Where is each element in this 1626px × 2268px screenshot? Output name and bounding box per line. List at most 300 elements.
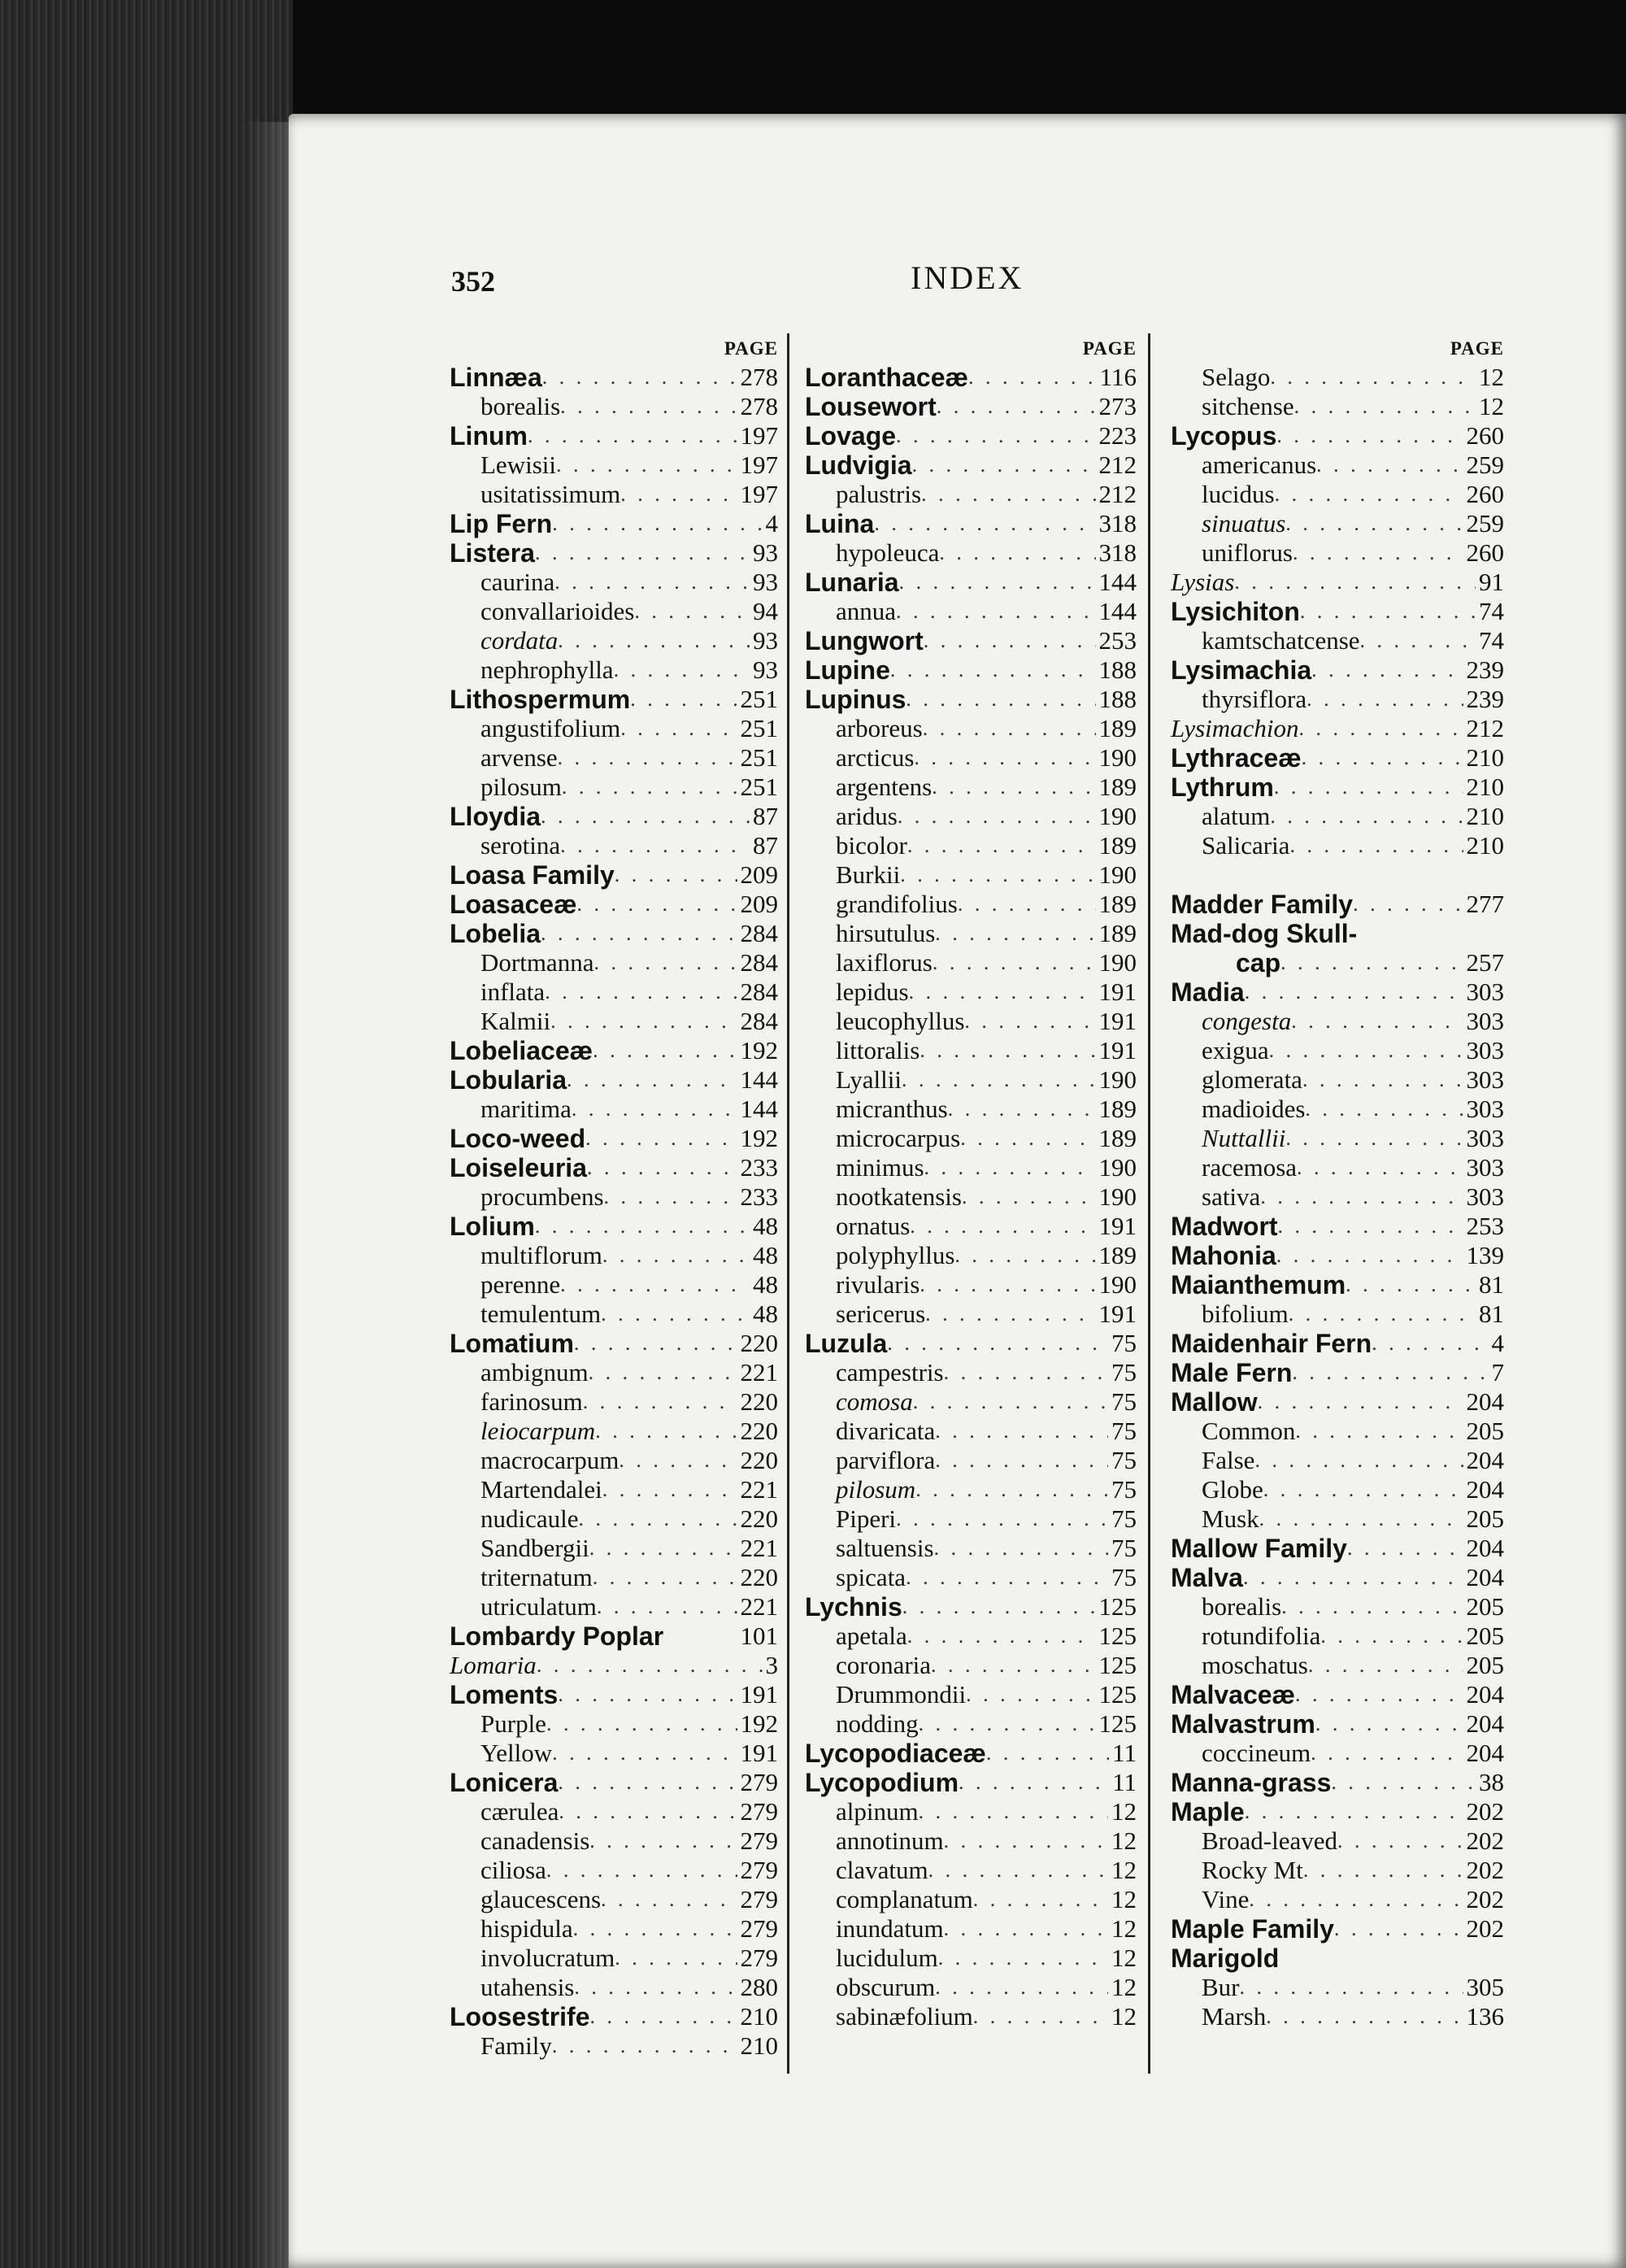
index-subentry	[805, 919, 1137, 948]
entry-page-number: 75	[1111, 1358, 1137, 1386]
dot-leader	[920, 1036, 1095, 1065]
entry-page-number: 125	[1098, 1622, 1137, 1650]
entry-term: pilosum	[836, 1475, 916, 1504]
entry-page-number: 259	[1466, 451, 1504, 479]
entry-page-number: 191	[1098, 977, 1137, 1006]
index-subentry	[1171, 1065, 1504, 1095]
dot-leader	[900, 860, 1095, 890]
entry-term: Lunaria	[805, 568, 899, 597]
dot-leader	[574, 1329, 737, 1358]
entry-term: procumbens	[480, 1182, 604, 1211]
dot-leader	[1258, 1387, 1463, 1417]
entry-page-number: 205	[1466, 1417, 1504, 1445]
dot-leader	[1300, 597, 1476, 626]
dot-leader	[537, 1651, 763, 1680]
entry-term: convallarioides	[480, 597, 635, 625]
entry-term: Listera	[450, 538, 535, 568]
index-subentry	[450, 1973, 778, 2002]
index-subentry	[805, 1182, 1137, 1212]
dot-leader	[545, 977, 737, 1007]
entry-page-number: 190	[1098, 1182, 1137, 1211]
entry-term: aridus	[836, 802, 898, 830]
dot-leader	[550, 1007, 737, 1036]
index-entry	[450, 1036, 778, 1065]
entry-term: Male Fern	[1171, 1358, 1293, 1387]
entry-term: Lychnis	[805, 1592, 902, 1622]
entry-term: Maple Family	[1171, 1914, 1334, 1944]
dot-leader	[920, 1270, 1095, 1299]
dot-leader	[1337, 1826, 1463, 1856]
dot-leader	[528, 421, 737, 451]
entry-term: Broad-leaved	[1202, 1826, 1337, 1855]
index-subentry	[450, 1885, 778, 1914]
entry-page-number: 220	[740, 1329, 778, 1357]
entry-term: Lobelia	[450, 919, 541, 948]
dot-leader	[944, 1358, 1108, 1387]
index-entry	[1171, 1709, 1504, 1739]
entry-page-number: 189	[1098, 773, 1137, 801]
entry-page-number: 221	[740, 1534, 778, 1562]
index-entry	[1171, 743, 1504, 773]
entry-term: americanus	[1202, 451, 1317, 479]
dot-leader	[556, 451, 737, 480]
entry-term: Lloydia	[450, 802, 541, 831]
index-subentry	[805, 1358, 1137, 1387]
entry-page-number: 4	[765, 509, 778, 538]
entry-term: Malva	[1171, 1563, 1243, 1592]
entry-page-number: 279	[740, 1797, 778, 1826]
entry-term: arvense	[480, 743, 558, 772]
dot-leader	[1347, 1534, 1463, 1563]
entry-page-number: 205	[1466, 1592, 1504, 1621]
entry-term: sativa	[1202, 1182, 1261, 1211]
index-subentry	[805, 1622, 1137, 1651]
dot-leader	[986, 1739, 1109, 1768]
entry-term: thyrsiflora	[1202, 685, 1307, 713]
entry-term: Luzula	[805, 1329, 888, 1358]
entry-page-number: 48	[753, 1299, 778, 1328]
index-subentry	[450, 1475, 778, 1504]
entry-page-number: 279	[740, 1856, 778, 1884]
dot-leader	[923, 714, 1096, 743]
index-entry	[1171, 597, 1504, 626]
index-entry	[1171, 890, 1504, 919]
index-subentry	[450, 1417, 778, 1446]
entry-page-number: 303	[1466, 1124, 1504, 1152]
entry-term: nootkatensis	[836, 1182, 962, 1211]
index-entry	[805, 1329, 1137, 1358]
dot-leader	[1291, 1007, 1463, 1036]
index-subentry	[450, 626, 778, 655]
entry-term: laxiflorus	[836, 948, 933, 977]
entry-term: Lovage	[805, 421, 897, 451]
entry-term: sericerus	[836, 1299, 926, 1328]
entry-page-number: 188	[1098, 655, 1137, 684]
entry-term: Luina	[805, 509, 875, 538]
entry-page-number: 223	[1098, 421, 1137, 450]
entry-page-number: 189	[1098, 919, 1137, 947]
dot-leader	[1266, 2002, 1463, 2031]
dot-leader	[907, 1622, 1096, 1651]
entry-page-number: 202	[1466, 1885, 1504, 1913]
dot-leader	[902, 1065, 1096, 1095]
entry-term: littoralis	[836, 1036, 920, 1064]
index-subentry	[1171, 1592, 1504, 1622]
entry-term: Lolium	[450, 1212, 535, 1241]
entry-term: Lythrum	[1171, 773, 1274, 802]
dot-leader	[890, 655, 1096, 685]
dot-leader	[1254, 1446, 1463, 1475]
entry-page-number: 144	[740, 1065, 778, 1094]
entry-term: Mallow Family	[1171, 1534, 1347, 1563]
entry-term: nodding	[836, 1709, 919, 1738]
entry-term: nudicaule	[480, 1504, 579, 1533]
column-page-label: PAGE	[1082, 338, 1137, 359]
entry-term: spicata	[836, 1563, 906, 1591]
entry-page-number: 277	[1466, 890, 1504, 918]
index-subentry	[805, 597, 1137, 626]
entry-page-number: 125	[1098, 1651, 1137, 1679]
section-gap	[1171, 860, 1504, 890]
entry-page-number: 303	[1466, 1095, 1504, 1123]
entry-page-number: 197	[740, 421, 778, 450]
entry-term: leiocarpum	[480, 1417, 596, 1445]
entry-page-number: 279	[740, 1768, 778, 1796]
index-entry	[1171, 919, 1504, 948]
entry-page-number: 253	[1098, 626, 1137, 655]
entry-page-number: 279	[740, 1944, 778, 1972]
entry-page-number: 305	[1466, 1973, 1504, 2001]
entry-page-number: 136	[1466, 2002, 1504, 2031]
entry-term: Nuttallii	[1202, 1124, 1286, 1152]
index-subentry	[450, 977, 778, 1007]
entry-term: usitatissimum	[480, 480, 621, 508]
index-subentry	[805, 1212, 1137, 1241]
dot-leader	[1275, 480, 1463, 509]
dot-leader	[558, 626, 750, 655]
dot-leader	[896, 1504, 1108, 1534]
dot-leader	[973, 2002, 1108, 2031]
entry-term: Sandbergii	[480, 1534, 589, 1562]
dot-leader	[1331, 1768, 1476, 1797]
index-entry	[450, 1212, 778, 1241]
entry-page-number: 144	[740, 1095, 778, 1123]
entry-term: utriculatum	[480, 1592, 597, 1621]
index-subentry	[1171, 363, 1504, 392]
index-subentry	[1171, 1417, 1504, 1446]
entry-page-number: 251	[740, 773, 778, 801]
entry-page-number: 190	[1098, 860, 1137, 889]
dot-leader	[948, 1095, 1096, 1124]
dot-leader	[1316, 451, 1463, 480]
dot-leader	[595, 1417, 737, 1446]
index-subentry	[805, 890, 1137, 919]
dot-leader	[1302, 1065, 1463, 1095]
entry-page-number: 190	[1098, 743, 1137, 772]
dot-leader	[577, 890, 737, 919]
entry-page-number: 189	[1098, 831, 1137, 860]
index-entry	[805, 685, 1137, 714]
dot-leader	[964, 1007, 1095, 1036]
entry-page-number: 205	[1466, 1504, 1504, 1533]
index-subentry	[805, 538, 1137, 568]
entry-term: inflata	[480, 977, 546, 1006]
dot-leader	[552, 509, 762, 538]
index-subentry	[450, 1563, 778, 1592]
index-subentry	[450, 1095, 778, 1124]
entry-page-number: 189	[1098, 1124, 1137, 1152]
dot-leader	[932, 773, 1095, 802]
entry-page-number: 204	[1466, 1475, 1504, 1504]
dot-leader	[1315, 1709, 1463, 1739]
entry-page-number: 209	[740, 890, 778, 918]
dot-leader	[615, 1944, 737, 1973]
index-subentry	[450, 773, 778, 802]
page-title: INDEX	[911, 259, 1024, 296]
entry-page-number: 12	[1111, 1826, 1137, 1855]
index-subentry	[805, 773, 1137, 802]
entry-term: Common	[1202, 1417, 1296, 1445]
index-subentry	[805, 1446, 1137, 1475]
index-subentry	[1171, 1856, 1504, 1885]
dot-leader	[585, 1124, 737, 1153]
index-subentry	[1171, 1973, 1504, 2002]
index-subentry	[1171, 1007, 1504, 1036]
dot-leader	[973, 1885, 1108, 1914]
entry-term: lepidus	[836, 977, 909, 1006]
dot-leader	[1320, 1622, 1463, 1651]
dot-leader	[1270, 363, 1476, 392]
entry-term: sinuatus	[1202, 509, 1286, 538]
index-entry	[450, 421, 778, 451]
index-subentry	[805, 480, 1137, 509]
entry-page-number: 94	[753, 597, 778, 625]
entry-page-number: 93	[753, 568, 778, 596]
entry-page-number: 221	[740, 1358, 778, 1386]
entry-page-number: 197	[740, 451, 778, 479]
dot-leader	[898, 802, 1096, 831]
index-entry	[1171, 421, 1504, 451]
entry-term: Lycopodiaceæ	[805, 1739, 986, 1768]
entry-page-number: 144	[1098, 568, 1137, 596]
index-subentry	[805, 1036, 1137, 1065]
dot-leader	[1269, 1036, 1463, 1065]
entry-term: triternatum	[480, 1563, 593, 1591]
index-entry	[1171, 773, 1504, 802]
entry-page-number: 210	[740, 2002, 778, 2031]
entry-page-number: 93	[753, 655, 778, 684]
dot-leader	[1263, 1475, 1463, 1504]
dot-leader	[1289, 831, 1463, 860]
entry-term: sitchense	[1202, 392, 1294, 420]
entry-term: Madder Family	[1171, 890, 1354, 919]
dot-leader	[1372, 1329, 1488, 1358]
dot-leader	[1245, 977, 1463, 1007]
entry-term: Loranthaceæ	[805, 363, 968, 392]
index-subentry	[1171, 480, 1504, 509]
entry-term: cærulea	[480, 1797, 559, 1826]
entry-term: cordata	[480, 626, 559, 655]
entry-page-number: 284	[740, 948, 778, 977]
entry-term: Dortmanna	[480, 948, 594, 977]
index-entry	[805, 363, 1137, 392]
index-entry	[1171, 568, 1504, 597]
entry-term: Loco-weed	[450, 1124, 586, 1153]
index-subentry	[1171, 1153, 1504, 1182]
entry-page-number: 12	[1479, 363, 1504, 391]
entry-term: cap	[1236, 948, 1281, 977]
index-subentry	[1171, 1739, 1504, 1768]
entry-page-number: 190	[1098, 1065, 1137, 1094]
dot-leader	[601, 1299, 750, 1329]
entry-term: madioides	[1202, 1095, 1306, 1123]
entry-term: Lewisii	[480, 451, 556, 479]
entry-term: congesta	[1202, 1007, 1292, 1035]
index-entry	[805, 1739, 1137, 1768]
entry-page-number: 212	[1098, 480, 1137, 508]
entry-term: Selago	[1202, 363, 1271, 391]
entry-page-number: 75	[1111, 1475, 1137, 1504]
dot-leader	[909, 977, 1096, 1007]
dot-leader	[579, 1504, 737, 1534]
index-entry	[450, 860, 778, 890]
entry-term: False	[1202, 1446, 1255, 1474]
dot-leader	[914, 743, 1095, 773]
index-subentry	[450, 1504, 778, 1534]
entry-term: pilosum	[480, 773, 562, 801]
entry-term: nephrophylla	[480, 655, 614, 684]
entry-page-number: 204	[1466, 1387, 1504, 1416]
entry-term: Loasa Family	[450, 860, 615, 890]
index-entry	[805, 1592, 1137, 1622]
index-subentry	[450, 451, 778, 480]
entry-page-number: 204	[1466, 1680, 1504, 1709]
index-subentry	[805, 1007, 1137, 1036]
entry-term: Rocky Mt	[1202, 1856, 1303, 1884]
entry-page-number: 303	[1466, 1007, 1504, 1035]
index-subentry	[805, 1651, 1137, 1680]
entry-page-number: 93	[753, 626, 778, 655]
dot-leader	[1305, 1095, 1463, 1124]
entry-term: alpinum	[836, 1797, 919, 1826]
entry-term: arboreus	[836, 714, 923, 742]
dot-leader	[931, 1651, 1095, 1680]
entry-page-number: 87	[753, 831, 778, 860]
entry-page-number: 220	[740, 1417, 778, 1445]
entry-page-number: 91	[1479, 568, 1504, 596]
entry-term: Lysias	[1171, 568, 1235, 596]
dot-leader	[604, 1182, 737, 1212]
index-entry	[805, 509, 1137, 538]
entry-term: Loosestrife	[450, 2002, 590, 2031]
dot-leader	[1294, 392, 1476, 421]
index-subentry	[805, 1944, 1137, 1973]
dot-leader	[935, 919, 1095, 948]
dot-leader	[572, 1095, 737, 1124]
entry-term: Manna-grass	[1171, 1768, 1332, 1797]
entry-term: Yellow	[480, 1739, 553, 1767]
index-subentry	[1171, 451, 1504, 480]
index-entry	[1171, 977, 1504, 1007]
dot-leader	[597, 1592, 737, 1622]
index-subentry	[450, 1299, 778, 1329]
entry-term: hirsutulus	[836, 919, 936, 947]
dot-leader	[912, 451, 1096, 480]
dot-leader	[587, 1153, 737, 1182]
entry-term: Mad-dog Skull-	[1171, 919, 1358, 948]
entry-term: temulentum	[480, 1299, 602, 1328]
entry-page-number: 12	[1111, 1797, 1137, 1826]
entry-term: Martendalei	[480, 1475, 602, 1504]
dot-leader	[902, 1592, 1096, 1622]
entry-term: Drummondii	[836, 1680, 967, 1709]
entry-page-number: 139	[1466, 1241, 1504, 1269]
entry-term: glomerata	[1202, 1065, 1302, 1094]
index-entry	[450, 2002, 778, 2031]
index-subentry	[450, 1826, 778, 1856]
dot-leader	[602, 1475, 737, 1504]
dot-leader	[939, 538, 1095, 568]
entry-page-number: 257	[1466, 948, 1504, 977]
index-subentry	[805, 1124, 1137, 1153]
entry-page-number: 210	[740, 2031, 778, 2060]
index-subentry	[805, 1973, 1137, 2002]
index-entry	[805, 568, 1137, 597]
index-subentry	[450, 655, 778, 685]
index-subentry	[1171, 1182, 1504, 1212]
dot-leader	[1281, 1592, 1463, 1622]
entry-page-number: 202	[1466, 1826, 1504, 1855]
entry-term: Maple	[1171, 1797, 1245, 1826]
index-subentry	[1171, 1885, 1504, 1914]
dot-leader	[541, 802, 750, 831]
index-column-2	[805, 335, 1137, 2031]
entry-term: Marsh	[1202, 2002, 1267, 2031]
dot-leader	[1311, 655, 1463, 685]
index-entry	[1171, 1768, 1504, 1797]
index-entry	[1171, 1680, 1504, 1709]
entry-term: Lycopodium	[805, 1768, 959, 1797]
entry-page-number: 75	[1111, 1387, 1137, 1416]
index-subentry	[450, 714, 778, 743]
entry-term: saltuensis	[836, 1534, 934, 1562]
entry-page-number: 279	[740, 1826, 778, 1855]
index-subentry	[1171, 1826, 1504, 1856]
index-entry	[1171, 1534, 1504, 1563]
entry-page-number: 188	[1098, 685, 1137, 713]
entry-page-number: 189	[1098, 714, 1137, 742]
entry-page-number: 48	[753, 1212, 778, 1240]
dot-leader	[937, 392, 1096, 421]
entry-page-number: 233	[740, 1153, 778, 1182]
entry-page-number: 284	[740, 1007, 778, 1035]
entry-page-number: 260	[1466, 421, 1504, 450]
index-entry	[1171, 655, 1504, 685]
index-subentry	[1171, 831, 1504, 860]
index-subentry	[805, 948, 1137, 977]
column-rule	[1148, 333, 1150, 2074]
entry-term: Marigold	[1171, 1944, 1280, 1973]
entry-term: Piperi	[836, 1504, 897, 1533]
dot-leader	[935, 1973, 1108, 2002]
entry-term: grandifolius	[836, 890, 958, 918]
entry-term: Lithospermum	[450, 685, 631, 714]
entry-page-number: 189	[1098, 890, 1137, 918]
entry-term: multiflorum	[480, 1241, 602, 1269]
dot-leader	[1270, 802, 1463, 831]
entry-term: macrocarpum	[480, 1446, 620, 1474]
dot-leader	[620, 480, 737, 509]
